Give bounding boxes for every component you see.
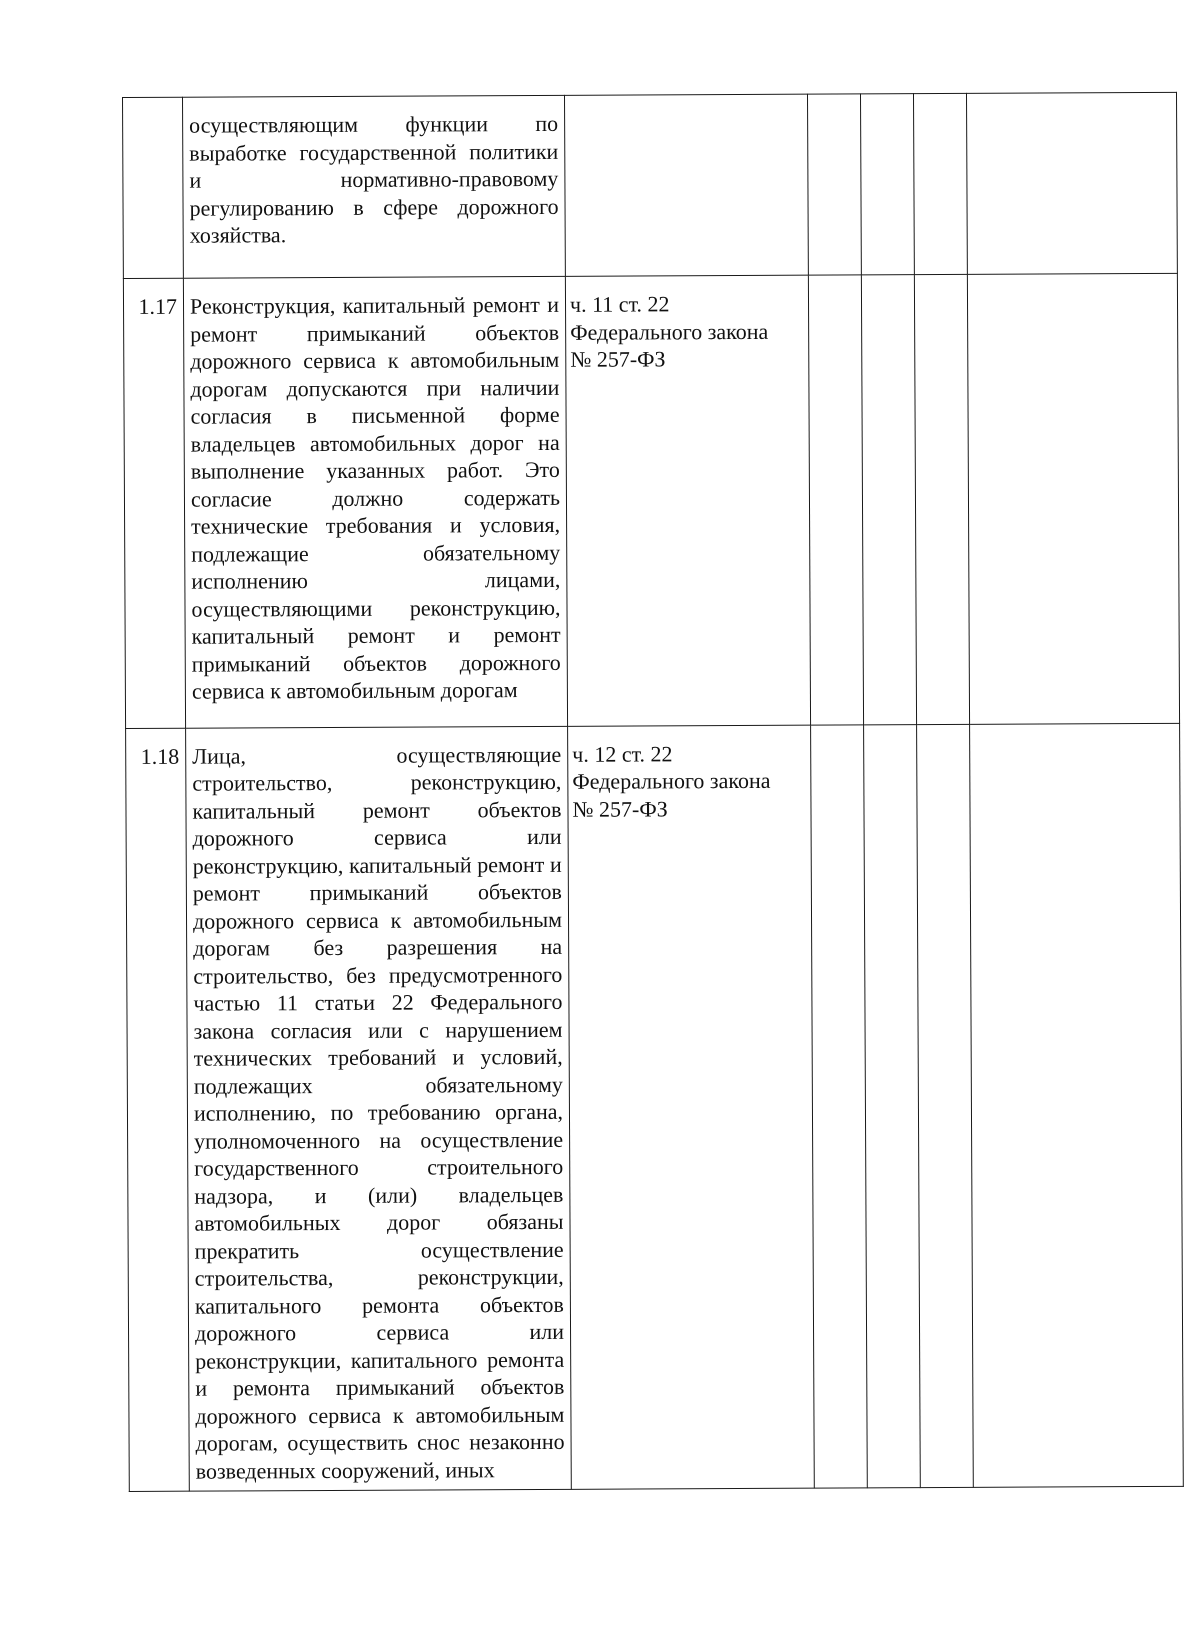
legal-basis — [565, 275, 810, 726]
requirement-text: Реконструкция, капитальный ремонт и ремонт примыканий объектов дорожного сервиса к автомобильным дорогам допускаются при наличии согласия в письменной форме владельцев автомобильных дорог на выполнение указанных работ. Это согласие должно содержать технические требования и условия, подлежащие обязательному исполнению лицами, осуществляющими реконструкцию, капитальный ремонт и ремонт примыканий объектов дорожного сервиса к автомобильным дорогам — [183, 276, 567, 727]
empty-cell — [807, 94, 861, 275]
legal-basis-line: Федерального закона — [572, 767, 771, 794]
legal-basis-line: № 257-ФЗ — [572, 795, 668, 822]
legal-basis — [564, 94, 808, 276]
table-row — [123, 92, 1178, 278]
empty-cell — [966, 92, 1177, 274]
table-row — [126, 723, 1184, 1492]
empty-cell — [811, 724, 868, 1488]
empty-cell — [913, 93, 967, 274]
legal-basis-line: ч. 11 ст. 22 — [569, 291, 670, 317]
empty-cell — [861, 275, 916, 725]
empty-cell — [967, 273, 1179, 724]
requirement-text: Лица, осуществляющие строительство, реконструкцию, капитальный ремонт объектов дорожного сервиса или реконструкцию, капитальный ремонт и ремонт примыканий объектов дорожного сервиса к автомобильным дорогам без разрешения на строительство, без предусмотренного частью 11 статьи 22 Федерального закона согласия или с нарушением технических требований и условий, подлежащих обязательному исполнению, по требованию органа, уполномоченного на осуществление государственного строительного надзора, и (или) владельцев автомобильных дорог обязаны прекратить осуществление строительства, реконструкции, капитального ремонта объектов дорожного сервиса или реконструкции, капитального ремонта и ремонта примыканий объектов дорожного сервиса к автомобильным дорогам, осуществить снос незаконно возведенных сооружений, иных — [186, 726, 572, 1491]
empty-cell — [860, 94, 914, 275]
table-row — [123, 273, 1179, 728]
empty-cell — [864, 724, 921, 1488]
requirement-text: осуществляющим функции по выработке государственной политики и нормативно-правовому регулированию в сфере дорожного хозяйства. — [183, 95, 566, 278]
requirements-table — [122, 92, 1184, 1492]
legal-basis-line: Федерального закона — [570, 318, 769, 345]
empty-cell — [914, 274, 969, 724]
legal-basis-line: № 257-ФЗ — [570, 346, 666, 372]
legal-basis-line: ч. 12 ст. 22 — [572, 740, 673, 767]
empty-cell — [970, 723, 1184, 1488]
row-number: 1.17 — [123, 278, 185, 728]
row-number — [123, 97, 184, 278]
legal-basis — [568, 725, 815, 1490]
empty-cell — [808, 275, 863, 725]
row-number: 1.18 — [126, 728, 190, 1492]
empty-cell — [917, 724, 974, 1488]
